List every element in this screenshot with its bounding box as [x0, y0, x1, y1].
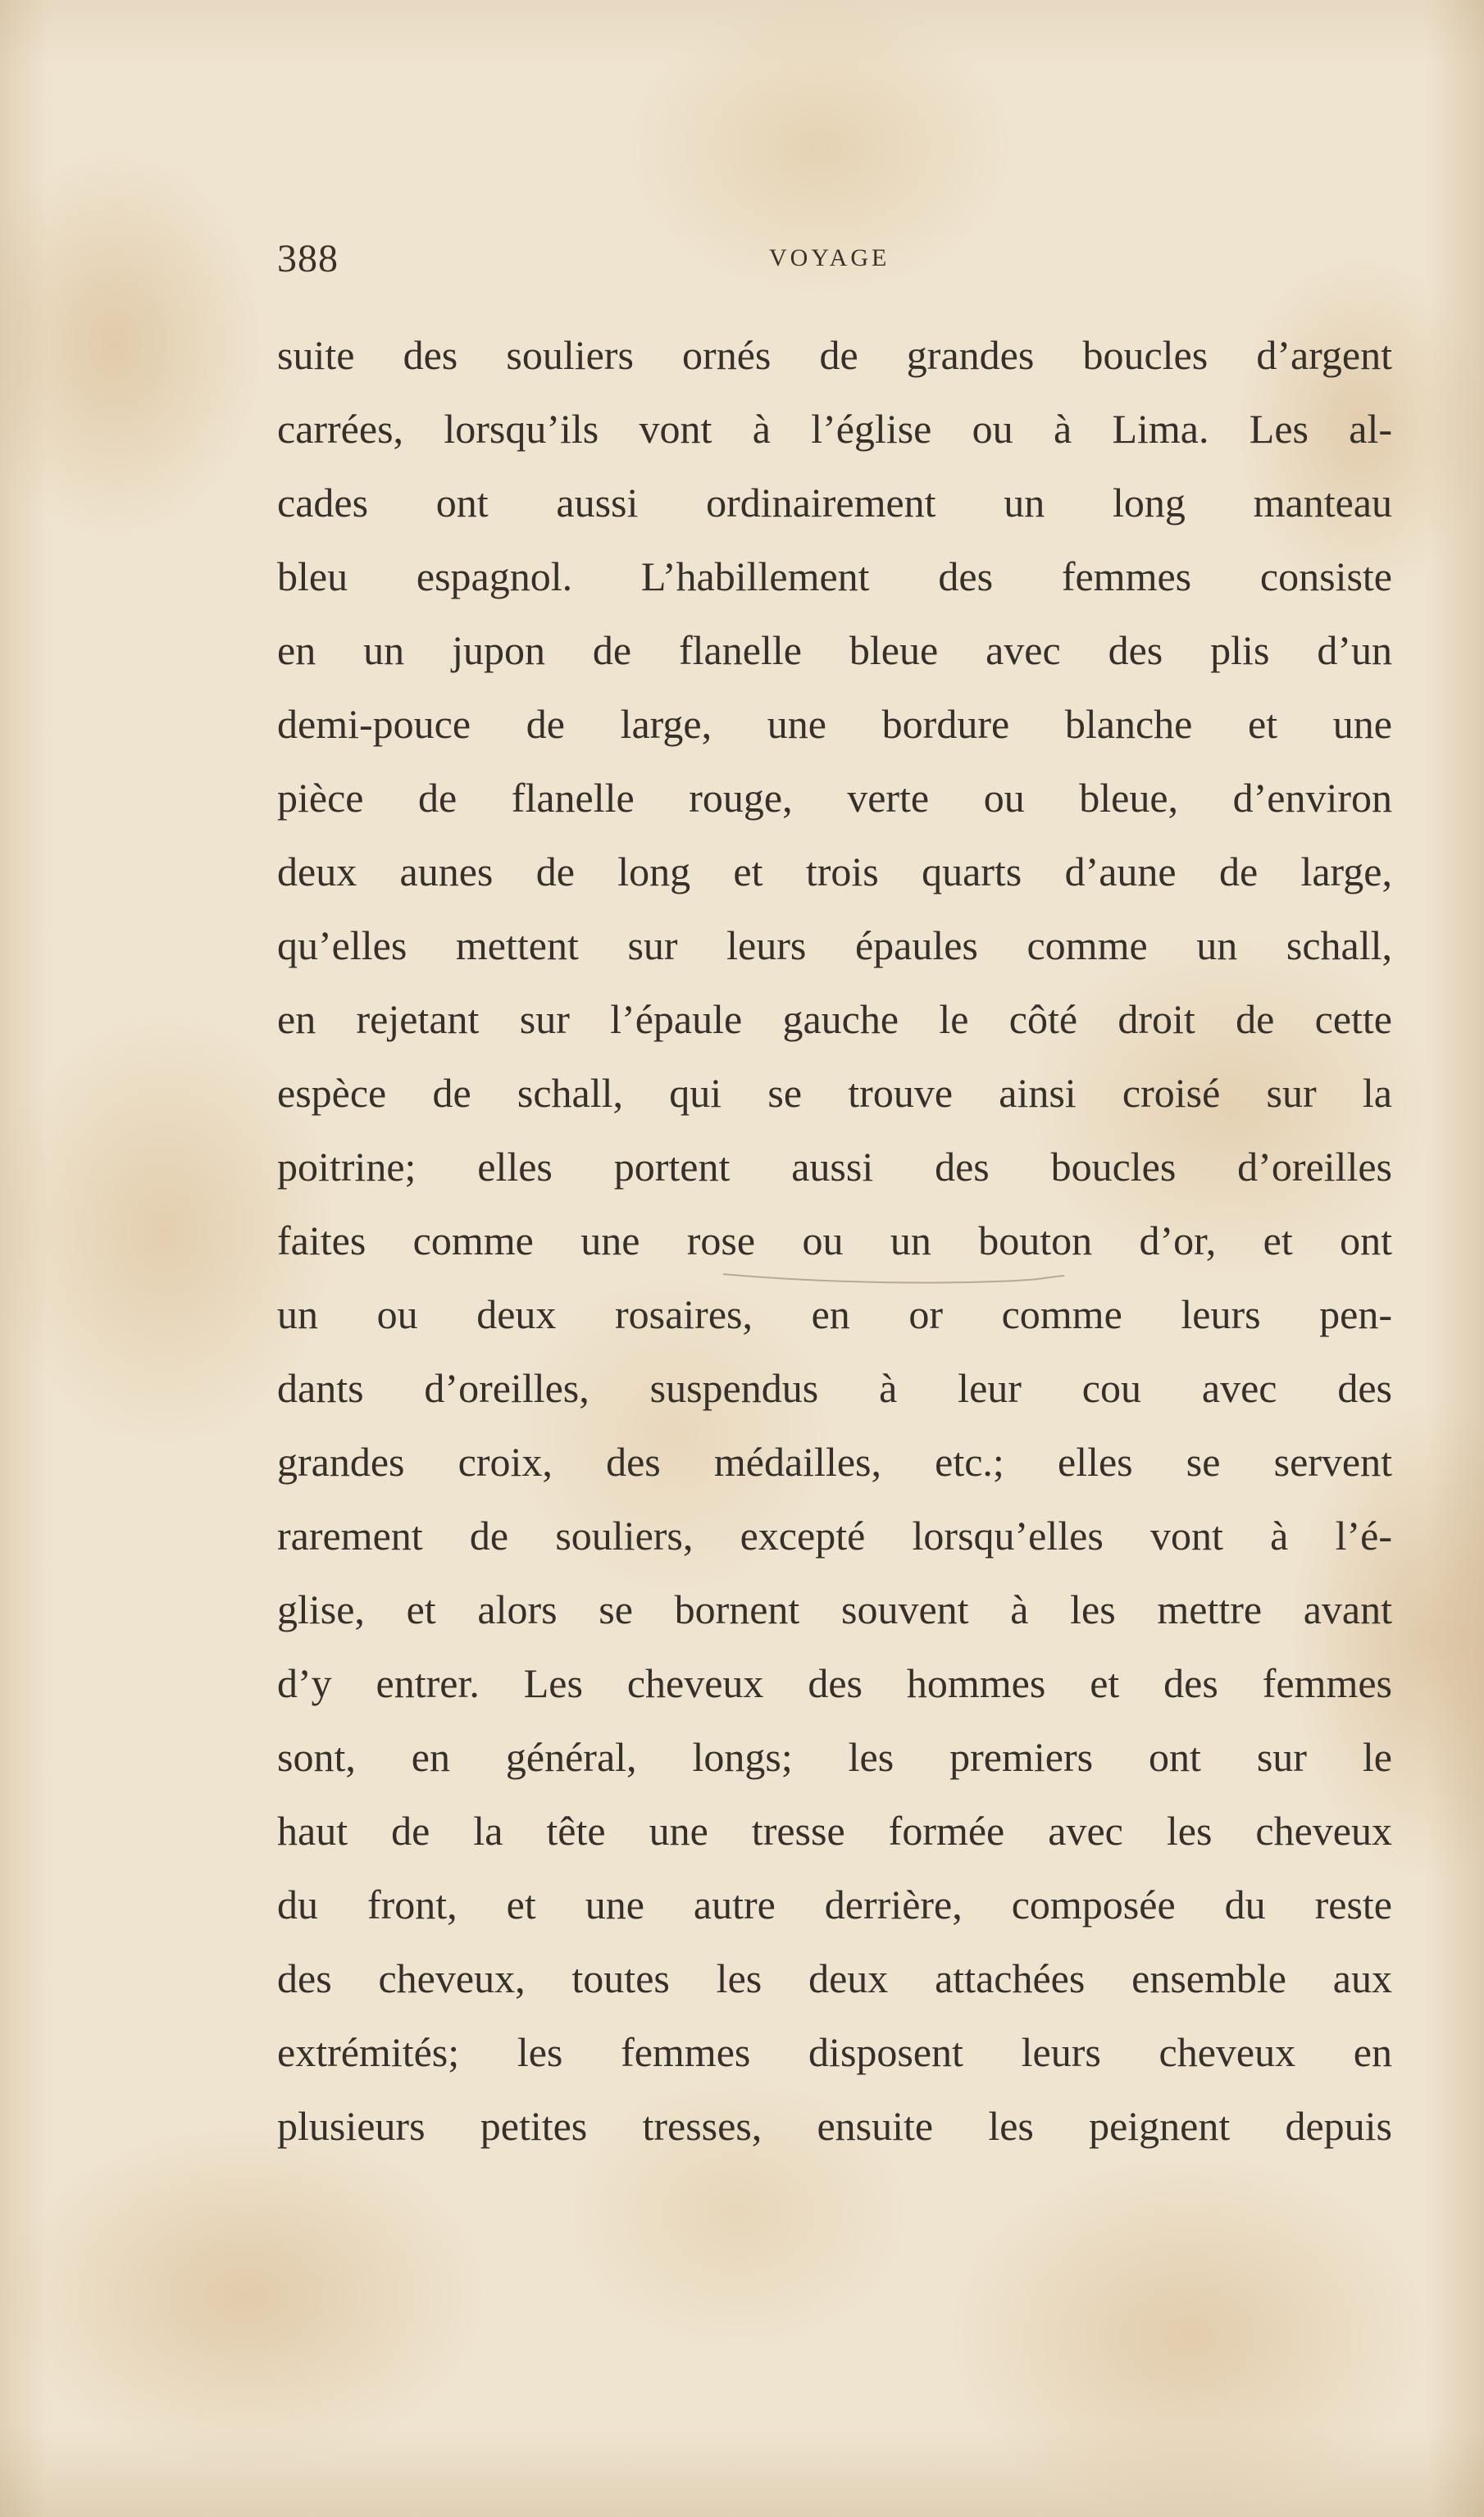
text-line: deux aunes de long et trois quarts d’aune de large,: [277, 849, 1392, 894]
text-line: faites comme une rose ou un bouton d’or, et ont: [277, 1218, 1392, 1263]
text-line: haut de la tête une tresse formée avec les cheveux: [277, 1808, 1392, 1854]
body-text: [277, 318, 1392, 2163]
text-line: qu’elles mettent sur leurs épaules comme un schall,: [277, 922, 1392, 968]
text-line: grandes croix, des médailles, etc.; elles se servent: [277, 1439, 1392, 1485]
text-line: cades ont aussi ordinairement un long manteau: [277, 480, 1392, 526]
text-line: carrées, lorsqu’ils vont à l’église ou à Lima. Les al-: [277, 406, 1392, 452]
text-line: plusieurs petites tresses, ensuite les peignent depuis: [277, 2103, 1392, 2149]
text-line: en rejetant sur l’épaule gauche le côté droit de cette: [277, 996, 1392, 1042]
text-line: un ou deux rosaires, en or comme leurs pen-: [277, 1291, 1392, 1337]
text-line: rarement de souliers, excepté lorsqu’elles vont à l’é-: [277, 1513, 1392, 1559]
page-number: 388: [277, 237, 339, 280]
text-line: des cheveux, toutes les deux attachées ensemble aux: [277, 1955, 1392, 2001]
text-line: demi-pouce de large, une bordure blanche et une: [277, 701, 1392, 747]
text-line: pièce de flanelle rouge, verte ou bleue, d’environ: [277, 775, 1392, 821]
page-header: [277, 236, 1392, 289]
text-line: en un jupon de flanelle bleue avec des plis d’un: [277, 627, 1392, 673]
text-line: poitrine; elles portent aussi des boucles d’oreilles: [277, 1144, 1392, 1190]
text-line: extrémités; les femmes disposent leurs cheveux en: [277, 2029, 1392, 2075]
text-line: espèce de schall, qui se trouve ainsi croisé sur la: [277, 1070, 1392, 1116]
text-line: d’y entrer. Les cheveux des hommes et des femmes: [277, 1660, 1392, 1706]
running-head: VOYAGE: [769, 244, 890, 271]
text-line: bleu espagnol. L’habillement des femmes consiste: [277, 553, 1392, 599]
text-line: du front, et une autre derrière, composée du reste: [277, 1882, 1392, 1928]
text-line: sont, en général, longs; les premiers ont sur le: [277, 1734, 1392, 1780]
text-line: suite des souliers ornés de grandes boucles d’argent: [277, 332, 1392, 378]
text-line: dants d’oreilles, suspendus à leur cou avec des: [277, 1365, 1392, 1411]
text-line: glise, et alors se bornent souvent à les mettre avant: [277, 1586, 1392, 1632]
